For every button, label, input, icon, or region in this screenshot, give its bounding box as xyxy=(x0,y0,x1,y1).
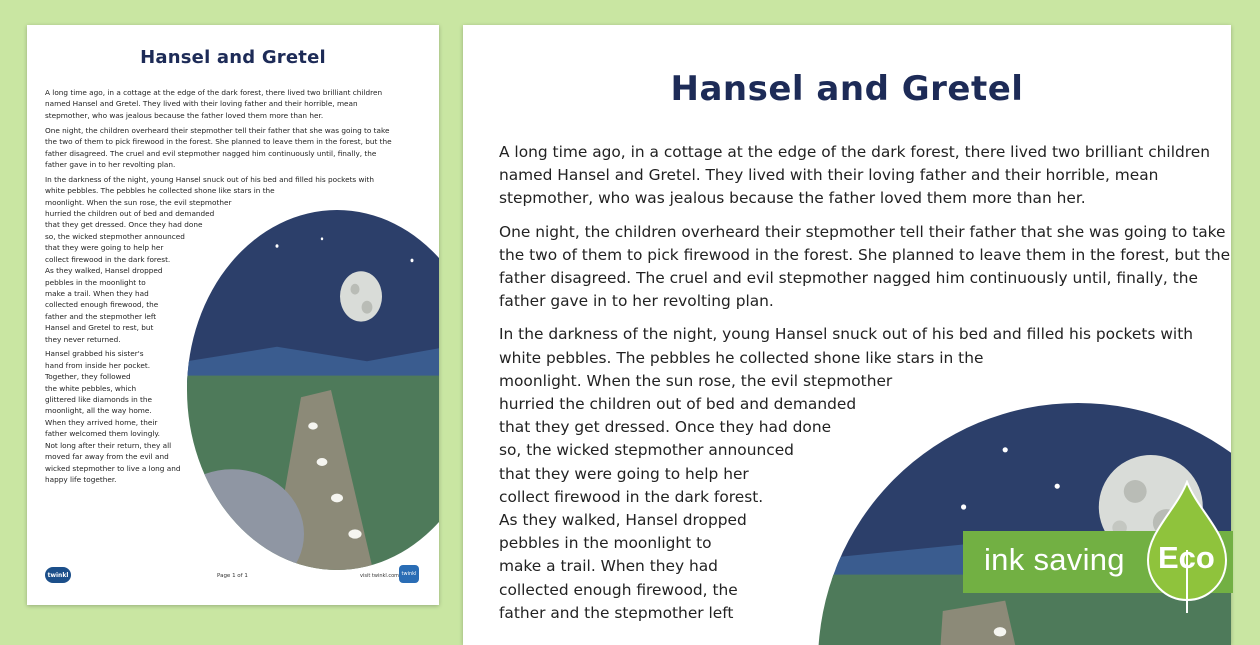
text-line: that they were going to help her xyxy=(45,243,164,253)
text-line: hurried the children out of bed and demanded xyxy=(45,209,215,219)
text-line: collect firewood in the dark forest. xyxy=(499,487,764,506)
text-line: A long time ago, in a cottage at the edge of the dark forest, there lived two brilliant children xyxy=(45,88,383,97)
text-line: collected enough firewood, the xyxy=(45,300,159,310)
paragraph xyxy=(45,348,417,485)
text-line: father welcomed them lovingly. xyxy=(45,429,160,439)
text-line: father disagreed. The cruel and evil stepmother nagged him continuously until, finally, the xyxy=(499,269,1198,288)
text-line: named Hansel and Gretel. They lived with their loving father and their horrible, mean xyxy=(499,166,1159,185)
text-line: hand from inside her pocket. xyxy=(45,360,151,370)
page-title: Hansel and Gretel xyxy=(140,47,326,68)
text-line: Not long after their return, they all xyxy=(45,440,172,450)
text-line: moved far away from the evil and xyxy=(45,452,169,462)
text-line: so, the wicked stepmother announced xyxy=(45,231,185,241)
page-title: Hansel and Gretel xyxy=(670,69,1024,109)
text-line: white pebbles. The pebbles he collected shone like stars in the xyxy=(45,186,275,196)
text-line: they never returned. xyxy=(45,334,121,344)
twinkl-logo: twinkl xyxy=(45,567,71,583)
text-line: A long time ago, in a cottage at the edge of the dark forest, there lived two brilliant children xyxy=(499,143,1210,161)
text-line: stepmother, who was jealous because the father loved them more than her. xyxy=(45,110,324,120)
text-line: glittered like diamonds in the xyxy=(45,395,153,405)
text-line: Together, they followed xyxy=(45,372,131,382)
paragraph xyxy=(45,87,417,121)
text-line: As they walked, Hansel dropped xyxy=(499,511,747,530)
text-line: collect firewood in the dark forest. xyxy=(45,254,171,264)
worksheet-page-small xyxy=(27,25,439,605)
text-line: Hansel and Gretel to rest, but xyxy=(45,323,154,333)
text-line: that they get dressed. Once they had done xyxy=(45,220,203,230)
text-line: the two of them to pick firewood in the forest. She planned to leave them in the forest, but the xyxy=(499,245,1231,264)
text-line: When they arrived home, their xyxy=(45,417,158,427)
paragraph xyxy=(45,174,417,345)
text-line: moonlight. When the sun rose, the evil stepmother xyxy=(45,197,232,207)
paragraph xyxy=(499,141,1210,211)
text-line: pebbles in the moonlight to xyxy=(499,534,712,553)
text-line: father disagreed. The cruel and evil stepmother nagged him continuously until, finally, the xyxy=(45,148,377,158)
text-line: moonlight, all the way home. xyxy=(45,406,152,416)
text-line: father gave in to her revolting plan. xyxy=(499,292,774,311)
text-line: wicked stepmother to live a long and xyxy=(45,463,181,473)
text-line: pebbles in the moonlight to xyxy=(45,277,146,287)
text-line: hurried the children out of bed and demanded xyxy=(499,395,857,414)
text-line: stepmother, who was jealous because the father loved them more than her. xyxy=(499,189,1086,208)
text-line: make a trail. When they had xyxy=(45,288,149,298)
twinkl-badge: twinkl xyxy=(399,565,419,583)
text-line: father gave in to her revolting plan. xyxy=(45,159,176,169)
text-line: As they walked, Hansel dropped xyxy=(45,266,163,276)
paragraph xyxy=(45,125,417,171)
text-line: In the darkness of the night, young Hansel snuck out of his bed and filled his pockets with xyxy=(45,174,375,184)
text-line: Hansel grabbed his sister's xyxy=(45,349,144,359)
text-line: father and the stepmother left xyxy=(499,603,734,622)
eco-label: Eco xyxy=(1158,540,1215,575)
text-line: moonlight. When the sun rose, the evil stepmother xyxy=(499,371,893,390)
text-line: One night, the children overheard their stepmother tell their father that she was going to take xyxy=(45,125,390,135)
page-number: Page 1 of 1 xyxy=(217,573,248,579)
visit-link[interactable]: visit twinkl.com xyxy=(360,573,400,579)
text-line: One night, the children overheard their stepmother tell their father that she was going to take xyxy=(499,222,1226,241)
text-line: In the darkness of the night, young Hansel snuck out of his bed and filled his pockets with xyxy=(499,325,1193,344)
text-line: collected enough firewood, the xyxy=(499,580,738,599)
text-line: happy life together. xyxy=(45,474,117,484)
text-line: the white pebbles, which xyxy=(45,383,137,393)
text-line: white pebbles. The pebbles he collected shone like stars in the xyxy=(499,348,984,367)
text-line: that they get dressed. Once they had done xyxy=(499,418,832,437)
text-line: make a trail. When they had xyxy=(499,557,718,576)
story-text xyxy=(45,87,417,489)
text-line: named Hansel and Gretel. They lived with their loving father and their horrible, mean xyxy=(45,99,358,109)
text-line: that they were going to help her xyxy=(499,464,749,483)
text-line: so, the wicked stepmother announced xyxy=(499,441,794,460)
text-line: the two of them to pick firewood in the forest. She planned to leave them in the forest, but the xyxy=(45,137,392,147)
text-line: father and the stepmother left xyxy=(45,311,157,321)
ink-saving-text: ink saving xyxy=(984,542,1125,577)
paragraph xyxy=(499,221,1231,314)
